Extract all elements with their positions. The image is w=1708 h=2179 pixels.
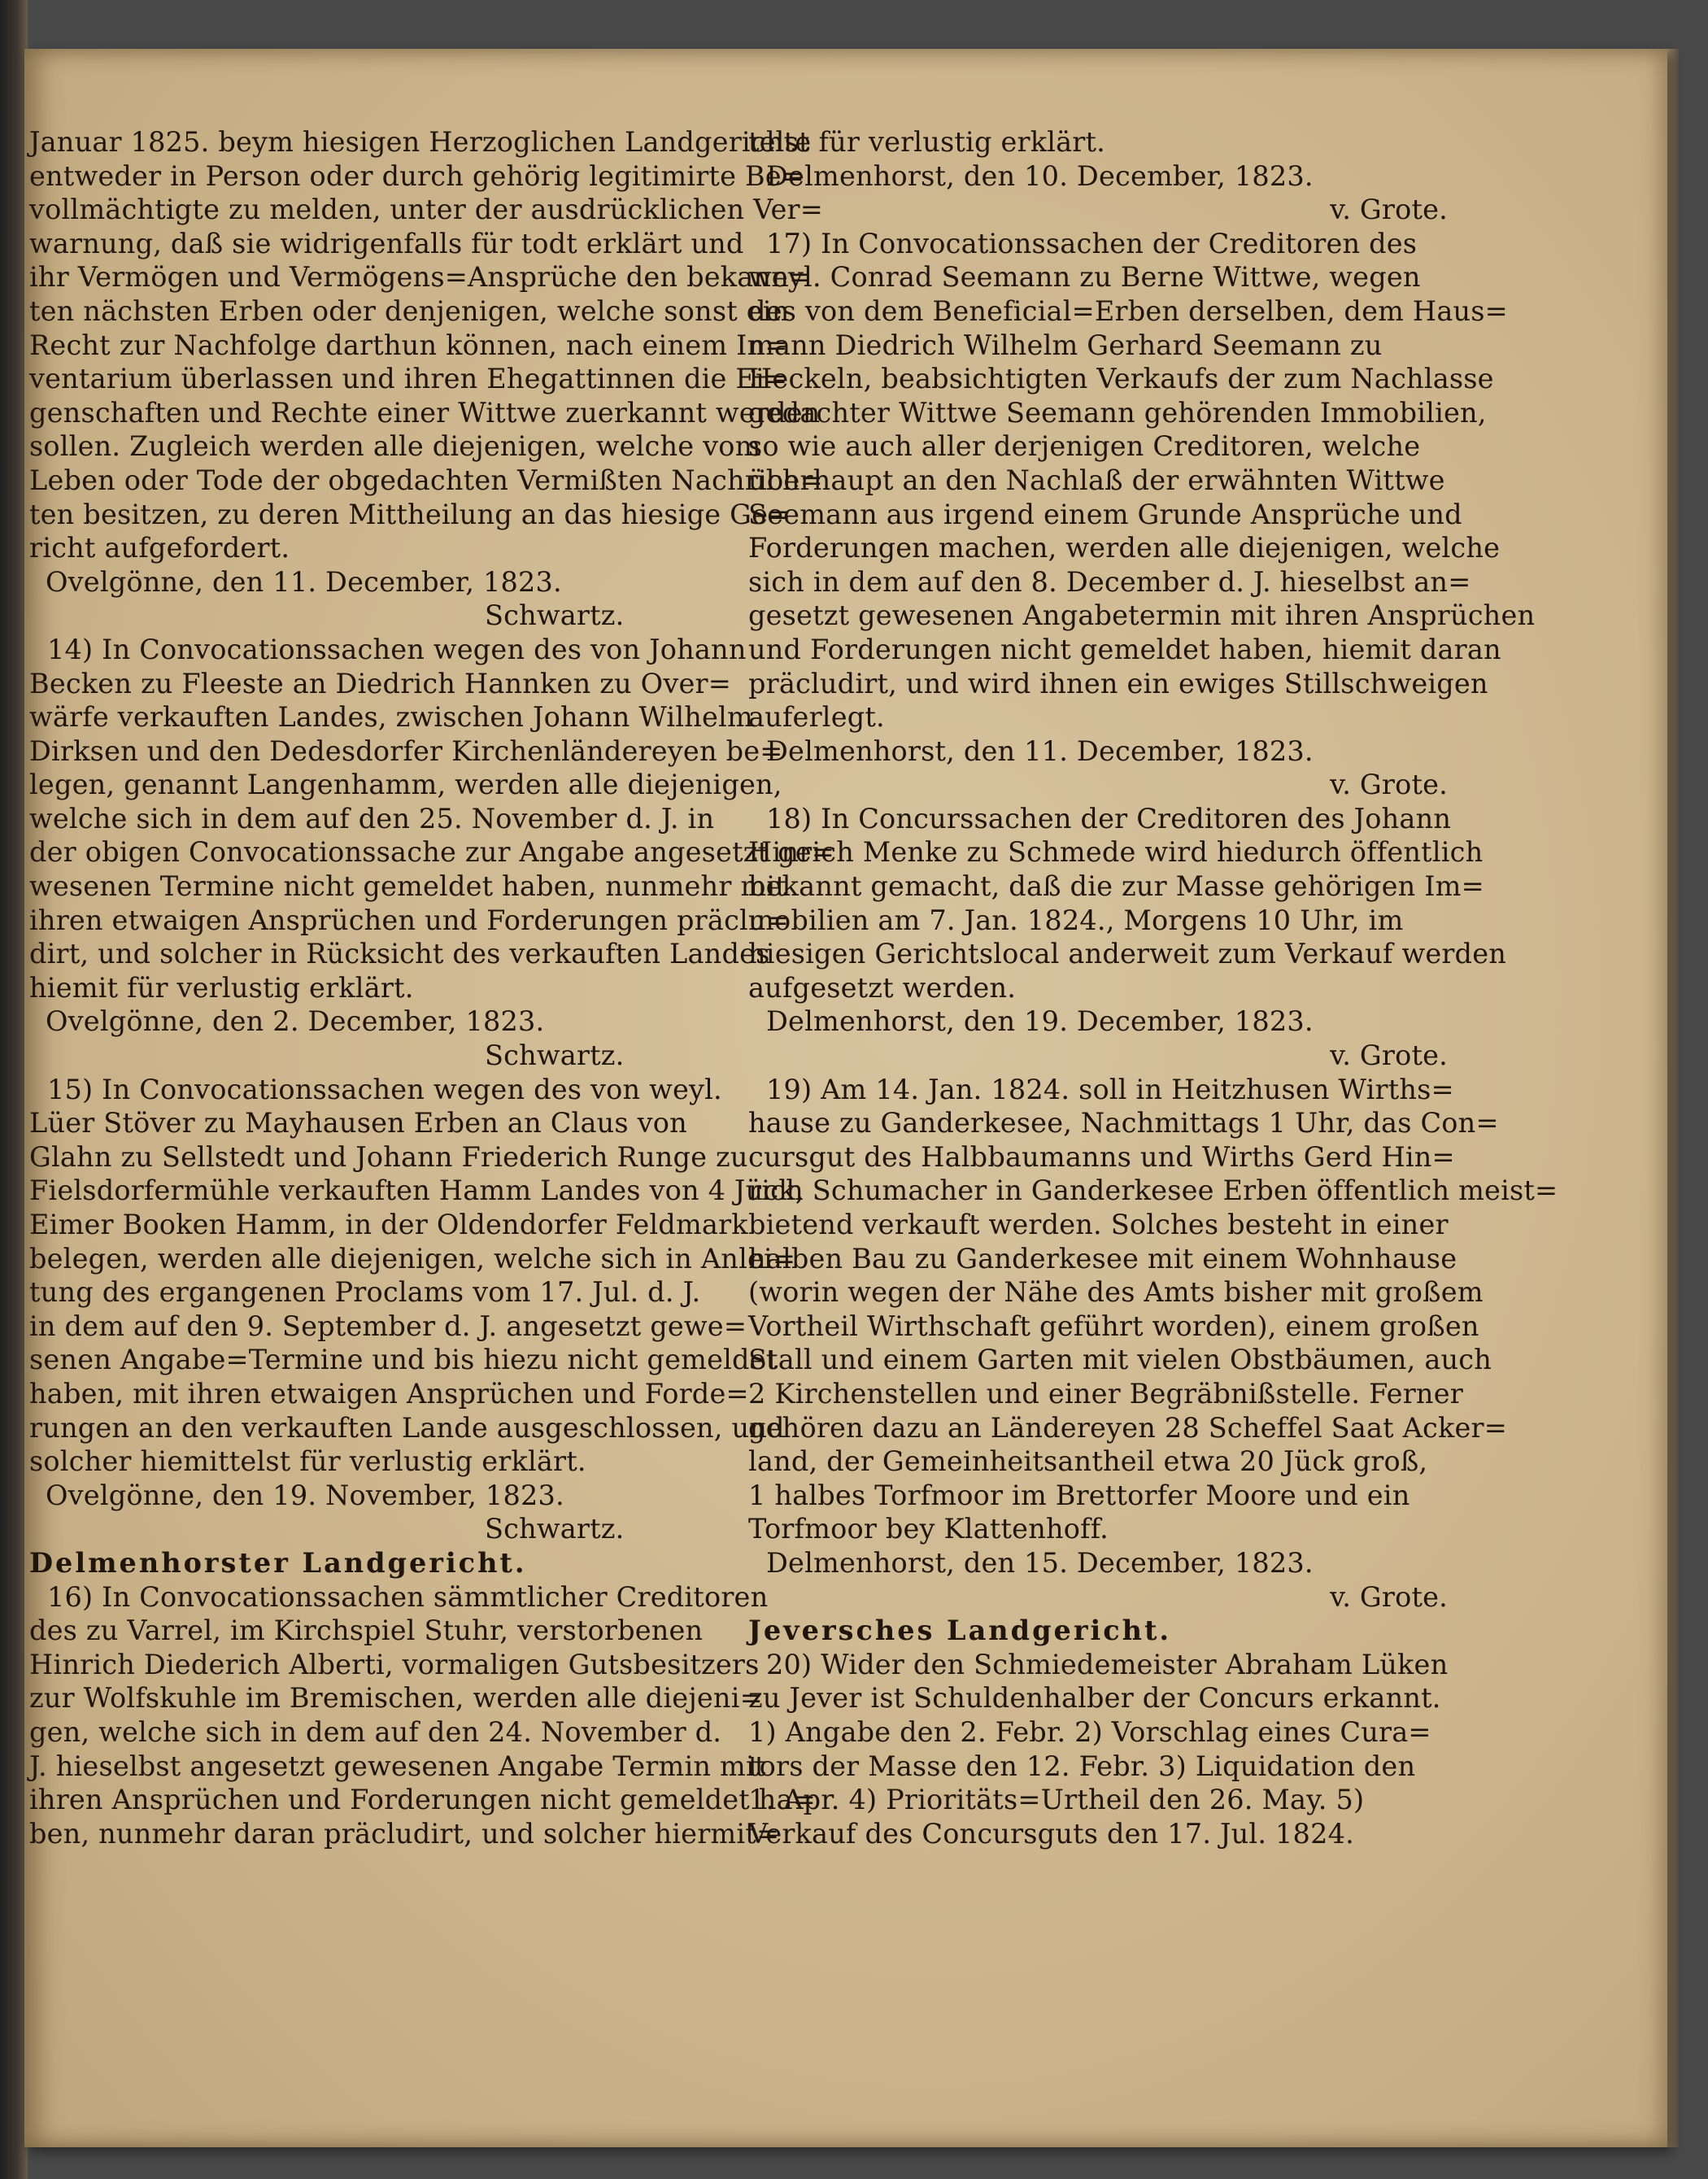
dateline: Delmenhorst, den 10. December, 1823. bbox=[766, 159, 1314, 192]
text-line: zur Wolfskuhle im Bremischen, werden alle diejeni= bbox=[29, 1682, 763, 1715]
text-line: mann Diedrich Wilhelm Gerhard Seemann zu bbox=[748, 329, 1383, 361]
signature: v. Grote. bbox=[1330, 769, 1448, 801]
text-line: richt aufgefordert. bbox=[29, 532, 290, 564]
notice-start: 17) In Convocationssachen der Creditoren des bbox=[766, 227, 1418, 259]
text-line: sollen. Zugleich werden alle diejenigen, welche vom bbox=[29, 430, 761, 463]
text-line: so wie auch aller derjenigen Creditoren, welche bbox=[748, 430, 1421, 463]
text-line: und Forderungen nicht gemeldet haben, hiemit daran bbox=[748, 633, 1501, 665]
text-line: gedachter Wittwe Seemann gehörenden Immobilien, bbox=[748, 396, 1487, 429]
page-edge bbox=[1667, 49, 1679, 2147]
signature: Schwartz. bbox=[485, 599, 625, 632]
text-line: belegen, werden alle diejenigen, welche sich in Anlei= bbox=[29, 1242, 796, 1275]
section-heading: Delmenhorster Landgericht. bbox=[29, 1546, 527, 1579]
notice-start: 14) In Convocationssachen wegen des von Johann bbox=[47, 633, 747, 665]
text-line: sich in dem auf den 8. December d. J. hieselbst an= bbox=[748, 565, 1471, 598]
text-line: mobilien am 7. Jan. 1824., Morgens 10 Uhr, im bbox=[748, 904, 1404, 936]
text-line: tors der Masse den 12. Febr. 3) Liquidation den bbox=[748, 1750, 1416, 1782]
text-line: überhaupt an den Nachlaß der erwähnten Wittwe bbox=[748, 464, 1445, 496]
text-line: genschaften und Rechte einer Wittwe zuerkannt werden bbox=[29, 396, 821, 429]
signature: v. Grote. bbox=[1330, 194, 1448, 226]
text-line: Eimer Booken Hamm, in der Oldendorfer Feldmark bbox=[29, 1209, 748, 1240]
document-page bbox=[24, 49, 1667, 2147]
text-line: telst für verlustig erklärt. bbox=[748, 126, 1106, 158]
text-line: gen, welche sich in dem auf den 24. November d. bbox=[29, 1715, 722, 1748]
text-line: Seemann aus irgend einem Grunde Ansprüche und bbox=[748, 498, 1462, 530]
text-line: Verkauf des Concursguts den 17. Jul. 1824. bbox=[748, 1817, 1354, 1850]
text-line: Becken zu Fleeste an Diedrich Hannken zu Over= bbox=[29, 667, 731, 699]
text-line: gesetzt gewesenen Angabetermin mit ihren Ansprüchen bbox=[748, 599, 1536, 632]
text-line: in dem auf den 9. September d. J. angesetzt gewe= bbox=[29, 1310, 747, 1342]
text-line: Recht zur Nachfolge darthun können, nach einem In= bbox=[29, 329, 788, 361]
text-line: Hinrich Diederich Alberti, vormaligen Gutsbesitzers bbox=[29, 1648, 760, 1680]
book-gutter bbox=[0, 0, 28, 2179]
text-line: ben, nunmehr daran präcludirt, und solcher hiermit= bbox=[29, 1817, 780, 1850]
text-line: halben Bau zu Ganderkesee mit einem Wohnhause bbox=[748, 1242, 1457, 1275]
text-line: des zu Varrel, im Kirchspiel Stuhr, verstorbenen bbox=[29, 1615, 704, 1647]
text-line: weyl. Conrad Seemann zu Berne Wittwe, wegen bbox=[748, 261, 1421, 294]
text-line: aufgesetzt werden. bbox=[748, 971, 1017, 1004]
text-line: hause zu Ganderkesee, Nachmittags 1 Uhr, das Con= bbox=[748, 1107, 1499, 1140]
text-line: (worin wegen der Nähe des Amts bisher mit großem bbox=[748, 1276, 1484, 1309]
text-line: dirt, und solcher in Rücksicht des verkauften Landes bbox=[29, 938, 770, 970]
text-line: solcher hiemittelst für verlustig erklärt. bbox=[29, 1445, 586, 1478]
text-line: auferlegt. bbox=[748, 701, 885, 734]
text-line: tung des ergangenen Proclams vom 17. Jul. d. J. bbox=[29, 1276, 701, 1309]
notice-start: 20) Wider den Schmiedemeister Abraham Lüken bbox=[766, 1648, 1449, 1680]
text-line: bietend verkauft werden. Solches besteht in einer bbox=[748, 1209, 1449, 1240]
text-line: Glahn zu Sellstedt und Johann Friederich Runge zu bbox=[29, 1140, 748, 1173]
section-heading: Jeversches Landgericht. bbox=[748, 1615, 1172, 1647]
notice-start: 16) In Convocationssachen sämmtlicher Creditoren bbox=[47, 1580, 769, 1613]
text-line: cursgut des Halbbaumanns und Wirths Gerd Hin= bbox=[748, 1140, 1455, 1173]
dateline: Delmenhorst, den 19. December, 1823. bbox=[766, 1005, 1314, 1038]
text-line: J. hieselbst angesetzt gewesenen Angabe Termin mit bbox=[29, 1750, 766, 1782]
text-line: ten besitzen, zu deren Mittheilung an das hiesige Ge= bbox=[29, 498, 791, 530]
signature: Schwartz. bbox=[485, 1513, 625, 1545]
text-line: 1. Apr. 4) Prioritäts=Urtheil den 26. May. 5) bbox=[748, 1784, 1365, 1816]
text-line: Forderungen machen, werden alle diejenigen, welche bbox=[748, 532, 1501, 564]
text-line: Heckeln, beabsichtigten Verkaufs der zum Nachlasse bbox=[748, 363, 1494, 395]
text-line: Januar 1825. beym hiesigen Herzoglichen Landgerichte bbox=[29, 126, 812, 158]
text-line: rungen an den verkauften Lande ausgeschlossen, und bbox=[29, 1411, 785, 1444]
text-line: ten nächsten Erben oder denjenigen, welche sonst ein bbox=[29, 294, 790, 327]
text-line: wesenen Termine nicht gemeldet haben, nunmehr mit bbox=[29, 870, 786, 903]
text-line: haben, mit ihren etwaigen Ansprüchen und Forde= bbox=[29, 1377, 749, 1410]
text-line: Stall und einem Garten mit vielen Obstbäumen, auch bbox=[748, 1344, 1492, 1376]
text-line: 2 Kirchenstellen und einer Begräbnißstelle. Ferner bbox=[748, 1377, 1463, 1410]
text-line: ihren Ansprüchen und Forderungen nicht gemeldet ha= bbox=[29, 1784, 817, 1816]
text-line: Torfmoor bey Klattenhoff. bbox=[748, 1513, 1109, 1545]
text-line: der obigen Convocationssache zur Angabe angesetzt ge= bbox=[29, 836, 835, 869]
text-line: welche sich in dem auf den 25. November d. J. in bbox=[29, 802, 715, 835]
signature: Schwartz. bbox=[485, 1039, 625, 1072]
text-line: präcludirt, und wird ihnen ein ewiges Stillschweigen bbox=[748, 667, 1488, 699]
dateline: Ovelgönne, den 2. December, 1823. bbox=[46, 1005, 545, 1038]
notice-start: 19) Am 14. Jan. 1824. soll in Heitzhusen Wirths= bbox=[766, 1073, 1454, 1105]
dateline: Delmenhorst, den 11. December, 1823. bbox=[766, 734, 1314, 767]
text-line: Dirksen und den Dedesdorfer Kirchenländereyen be= bbox=[29, 734, 783, 767]
text-line: zu Jever ist Schuldenhalber der Concurs erkannt. bbox=[748, 1682, 1441, 1715]
text-line: hiesigen Gerichtslocal anderweit zum Verkauf werden bbox=[748, 938, 1507, 970]
text-line: 1) Angabe den 2. Febr. 2) Vorschlag eines Cura= bbox=[748, 1715, 1431, 1748]
text-line: ihr Vermögen und Vermögens=Ansprüche den bekann= bbox=[29, 261, 813, 294]
text-line: Vortheil Wirthschaft geführt worden), einem großen bbox=[748, 1310, 1479, 1342]
text-line: Leben oder Tode der obgedachten Vermißten Nachrich= bbox=[29, 464, 823, 496]
signature: v. Grote. bbox=[1330, 1039, 1448, 1072]
text-line: Fielsdorfermühle verkauften Hamm Landes von 4 Jück, bbox=[29, 1174, 804, 1207]
text-line: ventarium überlassen und ihren Ehegattinnen die Ei= bbox=[29, 363, 788, 395]
text-line: warnung, daß sie widrigenfalls für todt erklärt und bbox=[29, 227, 744, 259]
notice-start: 18) In Concurssachen der Creditoren des Johann bbox=[766, 802, 1452, 835]
right-text-column bbox=[748, 125, 1558, 1850]
text-line: rich Schumacher in Ganderkesee Erben öffentlich meist= bbox=[748, 1174, 1558, 1207]
text-line: hiemit für verlustig erklärt. bbox=[29, 971, 414, 1004]
text-line: senen Angabe=Termine und bis hiezu nicht gemeldet bbox=[29, 1344, 778, 1376]
dateline: Ovelgönne, den 19. November, 1823. bbox=[46, 1479, 564, 1511]
dateline: Delmenhorst, den 15. December, 1823. bbox=[766, 1546, 1314, 1579]
signature: v. Grote. bbox=[1330, 1580, 1448, 1613]
text-line: bekannt gemacht, daß die zur Masse gehörigen Im= bbox=[748, 870, 1484, 903]
text-line: Hinrich Menke zu Schmede wird hiedurch öffentlich bbox=[748, 836, 1484, 869]
text-line: vollmächtigte zu melden, unter der ausdrücklichen Ver= bbox=[29, 194, 823, 226]
text-line: legen, genannt Langenhamm, werden alle diejenigen, bbox=[29, 769, 782, 801]
dateline: Ovelgönne, den 11. December, 1823. bbox=[46, 565, 562, 598]
text-line: des von dem Beneficial=Erben derselben, dem Haus= bbox=[748, 294, 1508, 327]
text-line: 1 halbes Torfmoor im Brettorfer Moore und ein bbox=[748, 1479, 1410, 1511]
text-line: land, der Gemeinheitsantheil etwa 20 Jück groß, bbox=[748, 1445, 1428, 1478]
text-line: entweder in Person oder durch gehörig legitimirte Be= bbox=[29, 159, 805, 192]
text-line: Lüer Stöver zu Mayhausen Erben an Claus von bbox=[29, 1107, 687, 1140]
text-line: wärfe verkauften Landes, zwischen Johann Wilhelm bbox=[29, 701, 753, 734]
text-line: gehören dazu an Ländereyen 28 Scheffel Saat Acker= bbox=[748, 1411, 1507, 1444]
text-line: ihren etwaigen Ansprüchen und Forderungen präclu= bbox=[29, 904, 789, 936]
notice-start: 15) In Convocationssachen wegen des von weyl. bbox=[47, 1073, 722, 1105]
